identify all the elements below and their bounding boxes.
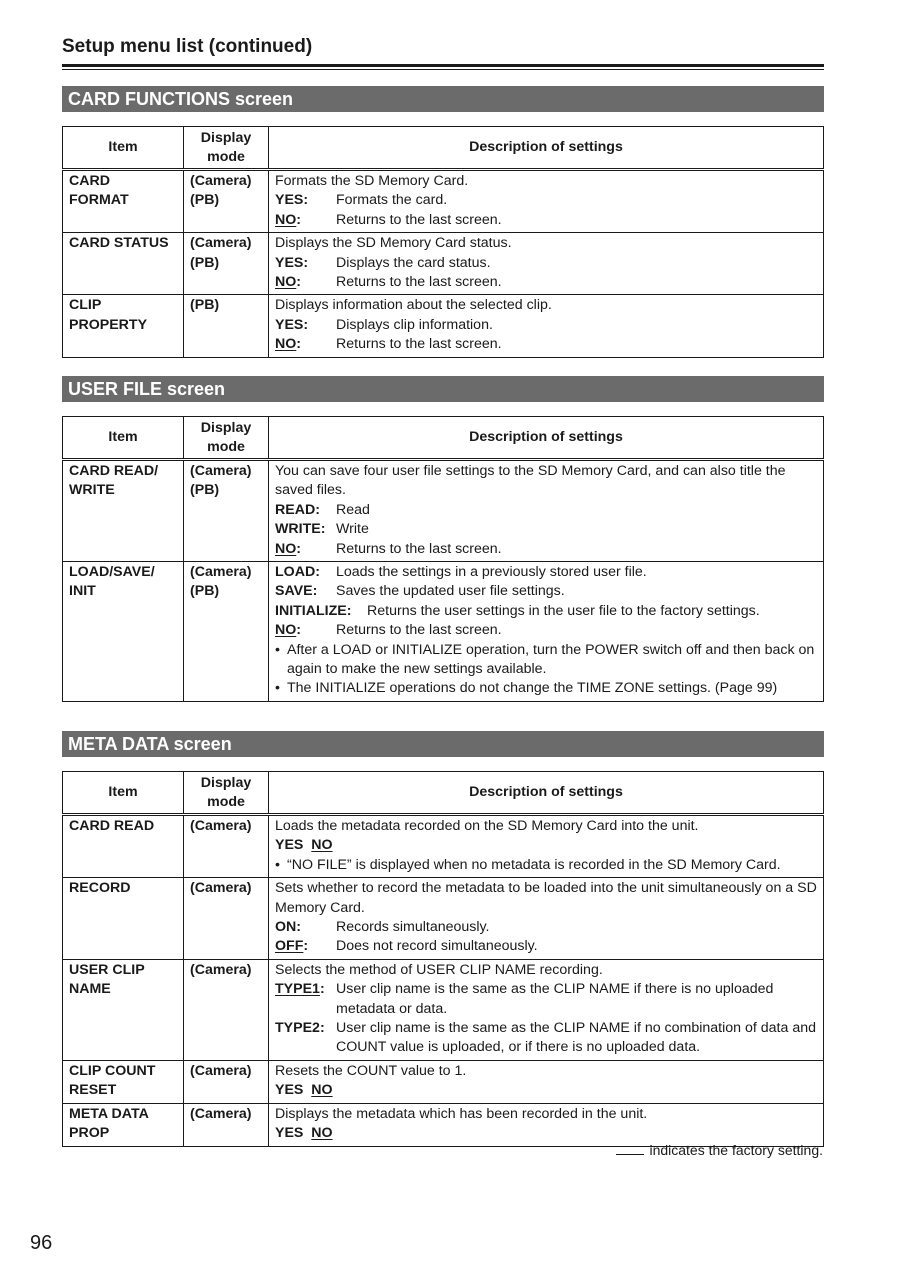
- mode-cell: (Camera): [184, 959, 269, 1060]
- item-cell: CARD READ: [63, 815, 184, 878]
- table-row: [63, 1060, 824, 1103]
- mode-cell: (Camera) (PB): [184, 170, 269, 233]
- mode-cell: (Camera) (PB): [184, 233, 269, 295]
- mode-cell: (Camera): [184, 815, 269, 878]
- item-cell: CARD STATUS: [63, 233, 184, 295]
- table-row: [63, 815, 824, 878]
- table-row: [63, 295, 824, 357]
- card-functions-section: [62, 86, 824, 358]
- table-row: [63, 959, 824, 1060]
- mode-cell: (Camera) (PB): [184, 460, 269, 562]
- table-header-row: [63, 127, 824, 170]
- header-rule-thin: [62, 69, 824, 70]
- description-cell: Displays the SD Memory Card status. YES: Displays the card status. NO: Returns to the last screen.: [269, 233, 824, 295]
- table-header-row: [63, 417, 824, 460]
- col-item-header: Item: [63, 417, 184, 460]
- description-cell: You can save four user file settings to the SD Memory Card, and can also title the saved files. READ: Read WRITE: Write NO: Returns to the last screen.: [269, 460, 824, 562]
- mode-cell: (Camera): [184, 1103, 269, 1146]
- description-cell: Sets whether to record the metadata to be loaded into the unit simultaneously on a SD Memory Card. ON: Records simultaneously. OFF: Does not record simultaneously.: [269, 878, 824, 960]
- col-item-header: Item: [63, 127, 184, 170]
- item-cell: CARD READ/ WRITE: [63, 460, 184, 562]
- underline-sample: [616, 1154, 644, 1155]
- description-cell: Formats the SD Memory Card. YES: Formats the card. NO: Returns to the last screen.: [269, 170, 824, 233]
- item-cell: CLIP PROPERTY: [63, 295, 184, 357]
- col-display-mode-header: Display mode: [184, 772, 269, 815]
- table-header-row: [63, 772, 824, 815]
- col-display-mode-header: Display mode: [184, 417, 269, 460]
- factory-setting-footnote: indicates the factory setting.: [616, 1142, 823, 1158]
- col-item-header: Item: [63, 772, 184, 815]
- mode-cell: (Camera): [184, 1060, 269, 1103]
- mode-cell: (Camera): [184, 878, 269, 960]
- table-row: [63, 460, 824, 562]
- table-row: [63, 878, 824, 960]
- item-cell: LOAD/SAVE/ INIT: [63, 562, 184, 702]
- page-number: 96: [30, 1232, 53, 1254]
- item-cell: RECORD: [63, 878, 184, 960]
- mode-cell: (Camera) (PB): [184, 562, 269, 702]
- description-cell: Displays information about the selected clip. YES: Displays clip information. NO: Returns to the last screen.: [269, 295, 824, 357]
- description-cell: Resets the COUNT value to 1. YES NO: [269, 1060, 824, 1103]
- item-cell: META DATA PROP: [63, 1103, 184, 1146]
- meta-data-table: [62, 771, 824, 1147]
- user-file-section: [62, 376, 824, 702]
- card-functions-table: [62, 126, 824, 358]
- section-title: CARD FUNCTIONS screen: [62, 86, 824, 112]
- col-description-header: Description of settings: [269, 127, 824, 170]
- description-cell: Loads the metadata recorded on the SD Memory Card into the unit. YES NO • “NO FILE” is displayed when no metadata is recorded in the SD Memory Card.: [269, 815, 824, 878]
- table-row: [63, 233, 824, 295]
- page-header: Setup menu list (continued): [62, 36, 313, 57]
- col-description-header: Description of settings: [269, 772, 824, 815]
- section-title: META DATA screen: [62, 731, 824, 757]
- meta-data-section: [62, 731, 824, 1147]
- section-title: USER FILE screen: [62, 376, 824, 402]
- description-cell: Selects the method of USER CLIP NAME recording. TYPE1: User clip name is the same as the CLIP NAME if there is no uploaded metadata or data. TYPE2: User clip name is the same as the CLIP NAME if no combination of data and COUNT value is uploaded, or if there is no uploaded data.: [269, 959, 824, 1060]
- description-cell: LOAD: Loads the settings in a previously stored user file. SAVE: Saves the updated user file settings. INITIALIZE: Returns the user settings in the user file to the factory settings. NO: Returns to the last screen. • After a LOAD or INITIALIZE operation, turn the POWER switch off and then back on again to make the new settings available. • The INITIALIZE operations do not change the TIME ZONE settings. (Page 99): [269, 562, 824, 702]
- col-display-mode-header: Display mode: [184, 127, 269, 170]
- item-cell: CARD FORMAT: [63, 170, 184, 233]
- mode-cell: (PB): [184, 295, 269, 357]
- header-rule: [62, 64, 824, 67]
- user-file-table: [62, 416, 824, 702]
- table-row: [63, 1103, 824, 1146]
- description-cell: Displays the metadata which has been recorded in the unit. YES NO: [269, 1103, 824, 1146]
- table-row: [63, 170, 824, 233]
- col-description-header: Description of settings: [269, 417, 824, 460]
- table-row: [63, 562, 824, 702]
- item-cell: CLIP COUNT RESET: [63, 1060, 184, 1103]
- item-cell: USER CLIP NAME: [63, 959, 184, 1060]
